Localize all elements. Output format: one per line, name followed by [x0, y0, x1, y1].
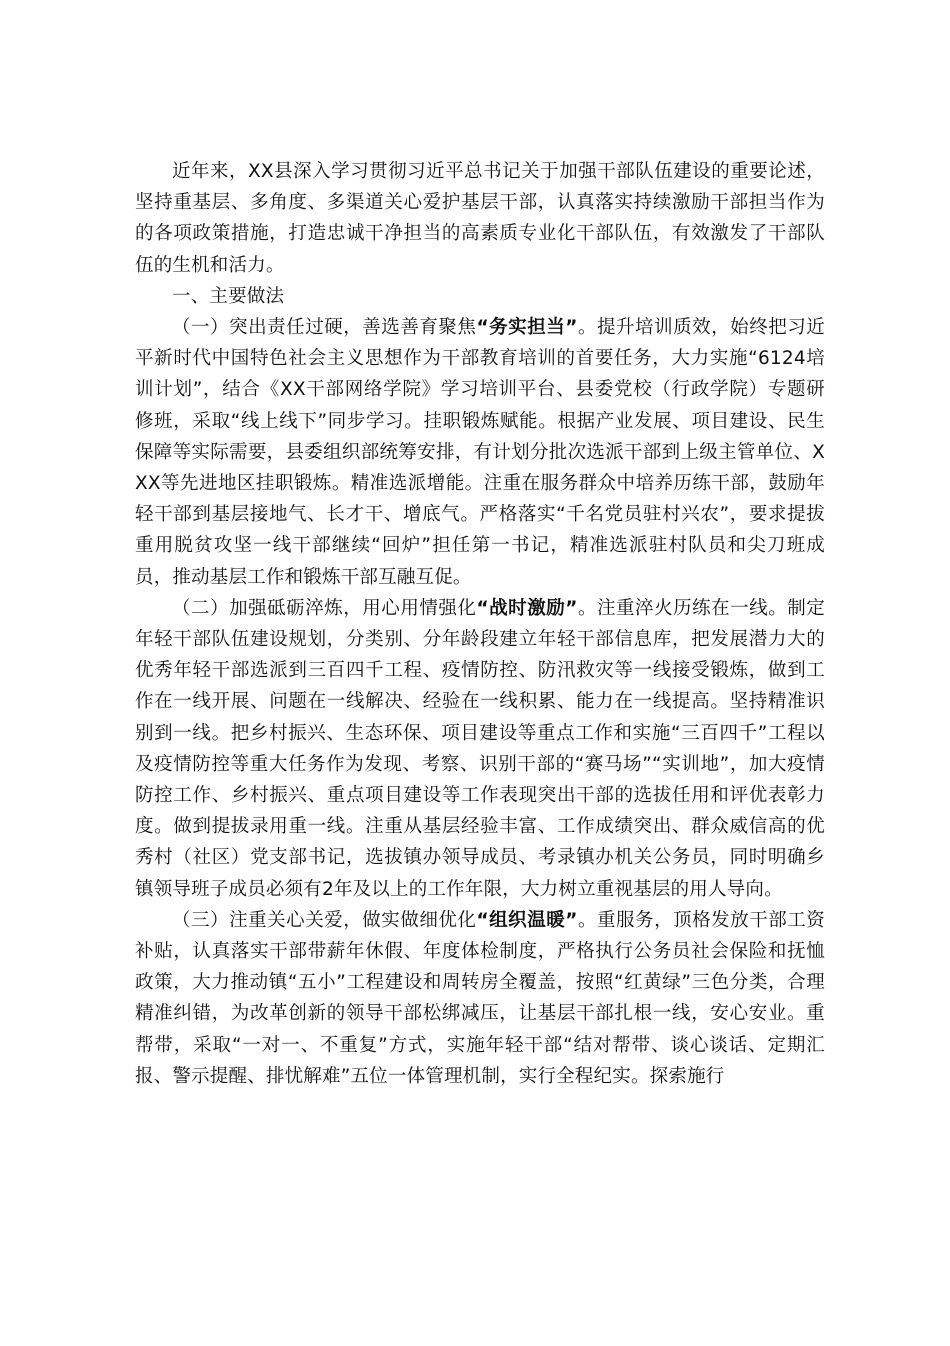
paragraph-practice-three [135, 905, 825, 1092]
paragraph-practice-three-body: 。重服务，顶格发放干部工资补贴，认真落实干部带薪年休假、年度体检制度，严格执行公务员社会保险和抚恤政策，大力推动镇“五小”工程建设和周转房全覆盖，按照“红黄绿”三色分类，合理精准纠错，为改革创新的领导干部松绑减压，让基层干部扎根一线，安心安业。重帮带，采取“一对一、不重复”方式，实施年轻干部“结对帮带、谈心谈话、定期汇报、警示提醒、排忧解难”五位一体管理机制，实行全程纪实。探索施行 [135, 909, 825, 1087]
paragraph-practice-one-body: 。提升培训质效，始终把习近平新时代中国特色社会主义思想作为干部教育培训的首要任务，大力实施“6124培训计划”，结合《XX干部网络学院》学习培训平台、县委党校（行政学院）专题研修班，采取“线上线下”同步学习。挂职锻炼赋能。根据产业发展、项目建设、民生保障等实际需要，县委组织部统筹安排，有计划分批次选派干部到上级主管单位、XXX等先进地区挂职锻炼。精准选派增能。注重在服务群众中培养历练干部，鼓励年轻干部到基层接地气、长才干、增底气。严格落实“千名党员驻村兴农”，要求提拔重用脱贫攻坚一线干部继续“回炉”担任第一书记，精准选派驻村队员和尖刀班成员，推动基层工作和锻炼干部互融互促。 [135, 317, 825, 588]
section-heading-main-practices: 一、主要做法 [172, 285, 285, 307]
paragraph-practice-three-lead: （三）注重关心关爱，做实做细优化 [172, 909, 477, 931]
paragraph-practice-two [135, 593, 825, 905]
paragraph-practice-one [135, 312, 825, 593]
paragraph-practice-two-body: 。注重淬火历练在一线。制定年轻干部队伍建设规划，分类别、分年龄段建立年轻干部信息库，把发展潜力大的优秀年轻干部选派到三百四千工程、疫情防控、防汛救灾等一线接受锻炼，做到工作在一线开展、问题在一线解决、经验在一线积累、能力在一线提高。坚持精准识别到一线。把乡村振兴、生态环保、项目建设等重点工作和实施“三百四千”工程以及疫情防控等重大任务作为发现、考察、识别干部的“赛马场”“实训地”，加大疫情防控工作、乡村振兴、重点项目建设等工作表现突出干部的选拔任用和评优表彰力度。做到提拔录用重一线。注重从基层经验丰富、工作成绩突出、群众威信高的优秀村（社区）党支部书记，选拔镇办领导成员、考录镇办机关公务员，同时明确乡镇领导班子成员必须有2年及以上的工作年限，大力树立重视基层的用人导向。 [135, 597, 825, 900]
paragraph-practice-two-emphasis: “战时激励” [476, 597, 578, 619]
intro-paragraph: 近年来，XX县深入学习贯彻习近平总书记关于加强干部队伍建设的重要论述，坚持重基层、多角度、多渠道关心爱护基层干部，认真落实持续激励干部担当作为的各项政策措施，打造忠诚干净担当的高素质专业化干部队伍，有效激发了干部队伍的生机和活力。 [135, 161, 825, 276]
paragraph-practice-one-emphasis: “务实担当” [476, 317, 578, 339]
paragraph-practice-one-lead: （一）突出责任过硬，善选善育聚焦 [172, 317, 477, 339]
paragraph-practice-two-lead: （二）加强砥砺淬炼，用心用情强化 [172, 597, 477, 619]
document-body [135, 156, 825, 1092]
paragraph-practice-three-emphasis: “组织温暖” [476, 909, 578, 931]
